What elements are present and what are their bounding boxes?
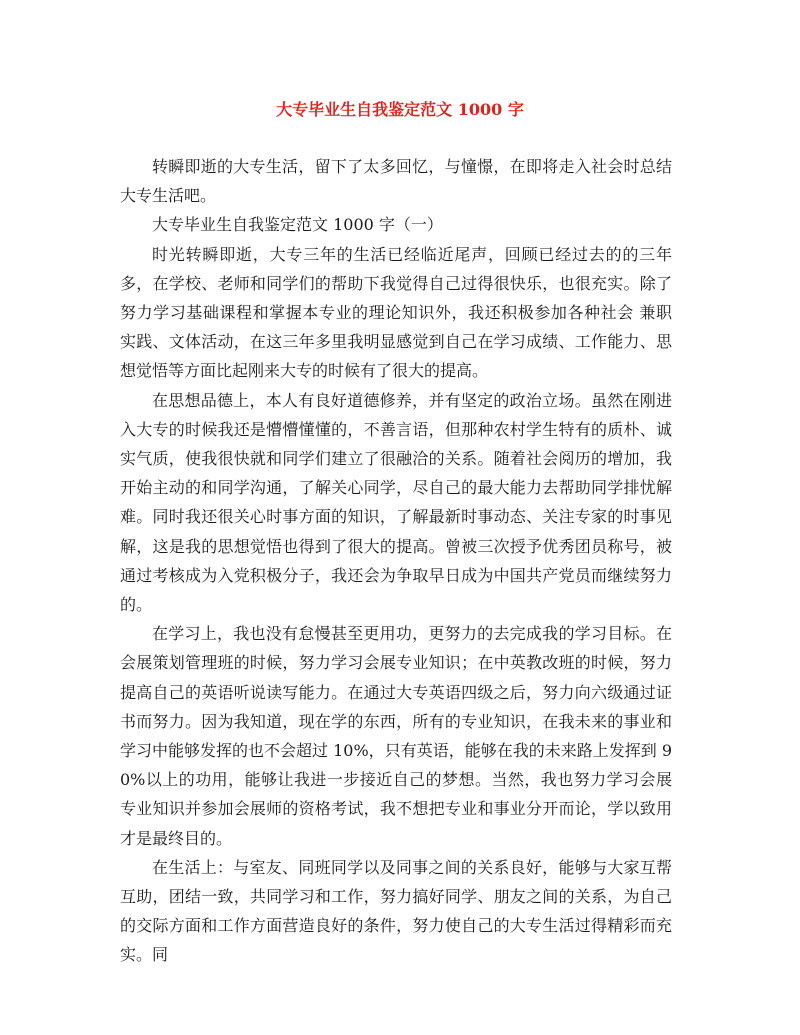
document-title: 大专毕业生自我鉴定范文 1000 字 — [276, 100, 524, 119]
section-heading: 大专毕业生自我鉴定范文 1000 字（一） — [152, 215, 443, 235]
paragraph-study: 在学习上，我也没有怠慢甚至更用功，更努力的去完成我的学习目标。在会展策划管理班的时候，努力学习会展专业知识；在中英教改班的时候，努力提高自己的英语听说读写能力。在通过大专英语四级之后，努力向六级通过证书而努力。因为我知道，现在学的东西，所有的专业知识，在我未来的事业和学习中能够发挥的也不会超过 10%，只有英语，能够在我的未来路上发挥到 90%以上的功用，能够让我进一步接近自己的梦想。当然，我也努力学习会展专业知识并参加会展师的资格考试，我不想把专业和事业分开而论，学以致用才是最终目的。 — [120, 624, 672, 848]
paragraph-life: 在生活上：与室友、同班同学以及同事之间的关系良好，能够与大家互帮互助，团结一致，共同学习和工作，努力搞好同学、朋友之间的关系，为自己的交际方面和工作方面营造良好的条件，努力使自己的大专生活过得精彩而充实。同 — [120, 857, 672, 965]
paragraph-overview: 时光转瞬即逝，大专三年的生活已经临近尾声，回顾已经过去的的三年多，在学校、老师和同学们的帮助下我觉得自己过得很快乐，也很充实。除了努力学习基础课程和掌握本专业的理论知识外，我还积极参加各种社会 兼职 实践、文体活动，在这三年多里我明显感觉到自己在学习成绩、工作能力、思想觉悟等方面比起刚来大专的时候有了很大的提高。 — [120, 244, 672, 381]
paragraph-ideology: 在思想品德上，本人有良好道德修养，并有坚定的政治立场。虽然在刚进入大专的时候我还是懵懵懂懂的，不善言语，但那种农村学生特有的质朴、诚实气质，使我很快就和同学们建立了很融洽的关系。随着社会阅历的增加，我开始主动的和同学沟通，了解关心同学，尽自己的最大能力去帮助同学排忧解难。同时我还很关心时事方面的知识，了解最新时事动态、关注专家的时事见解，这是我的思想觉悟也得到了很大的提高。曾被三次授予优秀团员称号，被通过考核成为入党积极分子，我还会为争取早日成为中国共产党员而继续努力的。 — [120, 390, 672, 615]
paragraph-intro: 转瞬即逝的大专生活，留下了太多回忆，与憧憬，在即将走入社会时总结大专生活吧。 — [120, 157, 672, 206]
document-body — [120, 152, 672, 970]
